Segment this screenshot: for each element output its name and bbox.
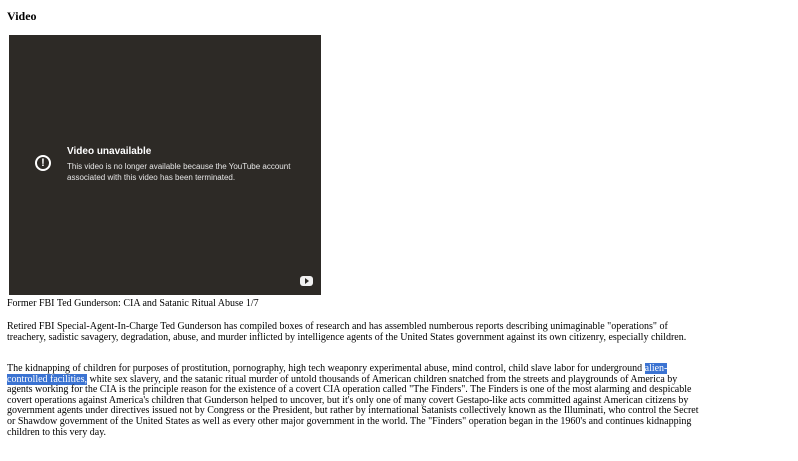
video-unavailable-title: Video unavailable bbox=[67, 146, 152, 157]
alert-circle-icon: ! bbox=[35, 155, 51, 171]
paragraph-text: white sex slavery, and the satanic ritual murder of untold thousands of American children snatched from the streets and playgrounds of America by bbox=[86, 373, 678, 385]
video-caption: Former FBI Ted Gunderson: CIA and Satanic Ritual Abuse 1/7 bbox=[7, 298, 259, 309]
video-unavailable-message: This video is no longer available because the YouTube account associated with this video has been terminated. bbox=[67, 162, 291, 182]
video-player[interactable] bbox=[9, 35, 321, 295]
paragraph-line: covert operations against America's children that Gunderson helped to uncover, but it's only one of many covert Gestapo-like acts committed against American citizens by bbox=[7, 394, 689, 406]
selected-text[interactable]: controlled facilities, bbox=[7, 373, 87, 385]
youtube-logo-icon[interactable] bbox=[300, 276, 313, 286]
page-heading: Video bbox=[7, 9, 37, 23]
article-paragraph-2 bbox=[7, 364, 798, 438]
paragraph-line: or Shawdow government of the United States as well as every other major government in the world. The "Finders" operation began in the 1960's and continues kidnapping bbox=[7, 415, 692, 427]
paragraph-text: The kidnapping of children for purposes of prostitution, pornography, high tech weaponry experimental abuse, mind control, child slave labor for underground bbox=[7, 363, 645, 374]
paragraph-line: Retired FBI Special-Agent-In-Charge Ted Gunderson has compiled boxes of research and has assembled numberous reports describing unimaginable "operations" of bbox=[7, 321, 668, 332]
article-paragraph-1 bbox=[7, 322, 798, 343]
selected-text[interactable]: alien- bbox=[644, 363, 668, 374]
paragraph-line: children to this very day. bbox=[7, 426, 107, 438]
paragraph-line: agents working for the CIA is the principle reason for the existence of a covert CIA operation called "The Finders". The Finders is one of the most alarming and despicable bbox=[7, 384, 692, 396]
paragraph-line: treachery, sadistic savagery, degradation, abuse, and murder inflicted by intelligence agents of the United States government against its own citizenry, especially children. bbox=[7, 331, 687, 343]
paragraph-line: government agents under directives issued not by Congress or the President, but rather by international Satanists collectively known as the Illuminati, who control the Secret bbox=[7, 405, 699, 417]
